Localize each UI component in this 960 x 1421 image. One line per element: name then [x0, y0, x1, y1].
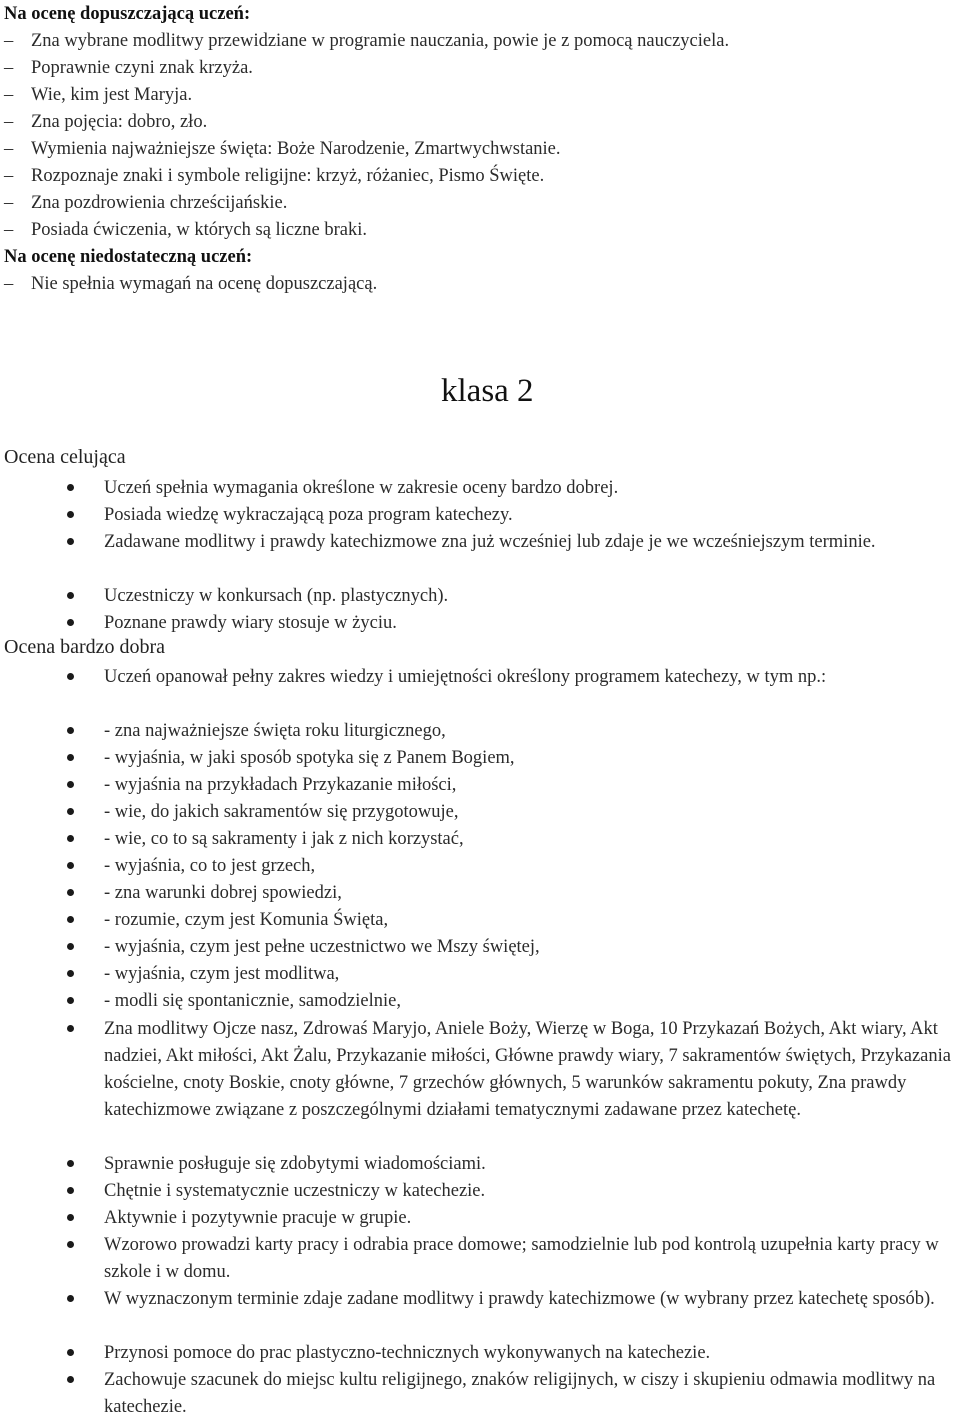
bullet-icon [67, 916, 74, 923]
bullet-icon [67, 1349, 74, 1356]
list-item: – Zna wybrane modlitwy przewidziane w programie nauczania, powie je z pomocą nauczyciela. [4, 31, 730, 51]
list-item: – Zna pozdrowienia chrześcijańskie. [4, 193, 288, 213]
bullet-icon [67, 889, 74, 896]
heading-grade-sufficient: Na ocenę dopuszczającą uczeń: [4, 4, 251, 24]
bullet-icon [67, 673, 74, 680]
bullet-icon [67, 511, 74, 518]
list-item: – Poprawnie czyni znak krzyża. [4, 58, 253, 78]
list-item: – Rozpoznaje znaki i symbole religijne: krzyż, różaniec, Pismo Święte. [4, 166, 545, 186]
dash-icon: – [4, 166, 14, 186]
list-item: – Wie, kim jest Maryja. [4, 85, 193, 105]
bullet-icon [67, 619, 74, 626]
heading-very-good: Ocena bardzo dobra [4, 636, 166, 658]
dash-icon: – [4, 139, 14, 159]
list-item: – Posiada ćwiczenia, w których są liczne braki. [4, 220, 367, 240]
bullet-icon [67, 592, 74, 599]
bullet-icon [67, 781, 74, 788]
bullet-icon [67, 727, 74, 734]
dash-icon: – [4, 220, 14, 240]
bullet-icon [67, 1295, 74, 1302]
heading-grade-insufficient: Na ocenę niedostateczną uczeń: [4, 247, 253, 267]
dash-icon: – [4, 58, 14, 78]
bullet-icon [67, 808, 74, 815]
dash-icon: – [4, 274, 14, 294]
bullet-icon [67, 943, 74, 950]
bullet-icon [67, 1187, 74, 1194]
heading-excellent: Ocena celująca [4, 446, 126, 468]
dash-icon: – [4, 85, 14, 105]
dash-icon: – [4, 193, 14, 213]
bullet-icon [67, 1160, 74, 1167]
list-item: – Nie spełnia wymagań na ocenę dopuszczającą. [4, 274, 378, 294]
bullet-icon [67, 1241, 74, 1248]
bullet-icon [67, 538, 74, 545]
dash-icon: – [4, 112, 14, 132]
bullet-icon [67, 997, 74, 1004]
dash-icon: – [4, 31, 14, 51]
bullet-icon [67, 1025, 74, 1032]
bullet-icon [67, 1376, 74, 1383]
bullet-icon [67, 484, 74, 491]
list-item: – Wymienia najważniejsze święta: Boże Narodzenie, Zmartwychwstanie. [4, 139, 561, 159]
class-title: klasa 2 [441, 373, 534, 409]
bullet-icon [67, 835, 74, 842]
bullet-icon [67, 754, 74, 761]
bullet-icon [67, 970, 74, 977]
bullet-icon [67, 862, 74, 869]
list-item: – Zna pojęcia: dobro, zło. [4, 112, 208, 132]
bullet-icon [67, 1214, 74, 1221]
